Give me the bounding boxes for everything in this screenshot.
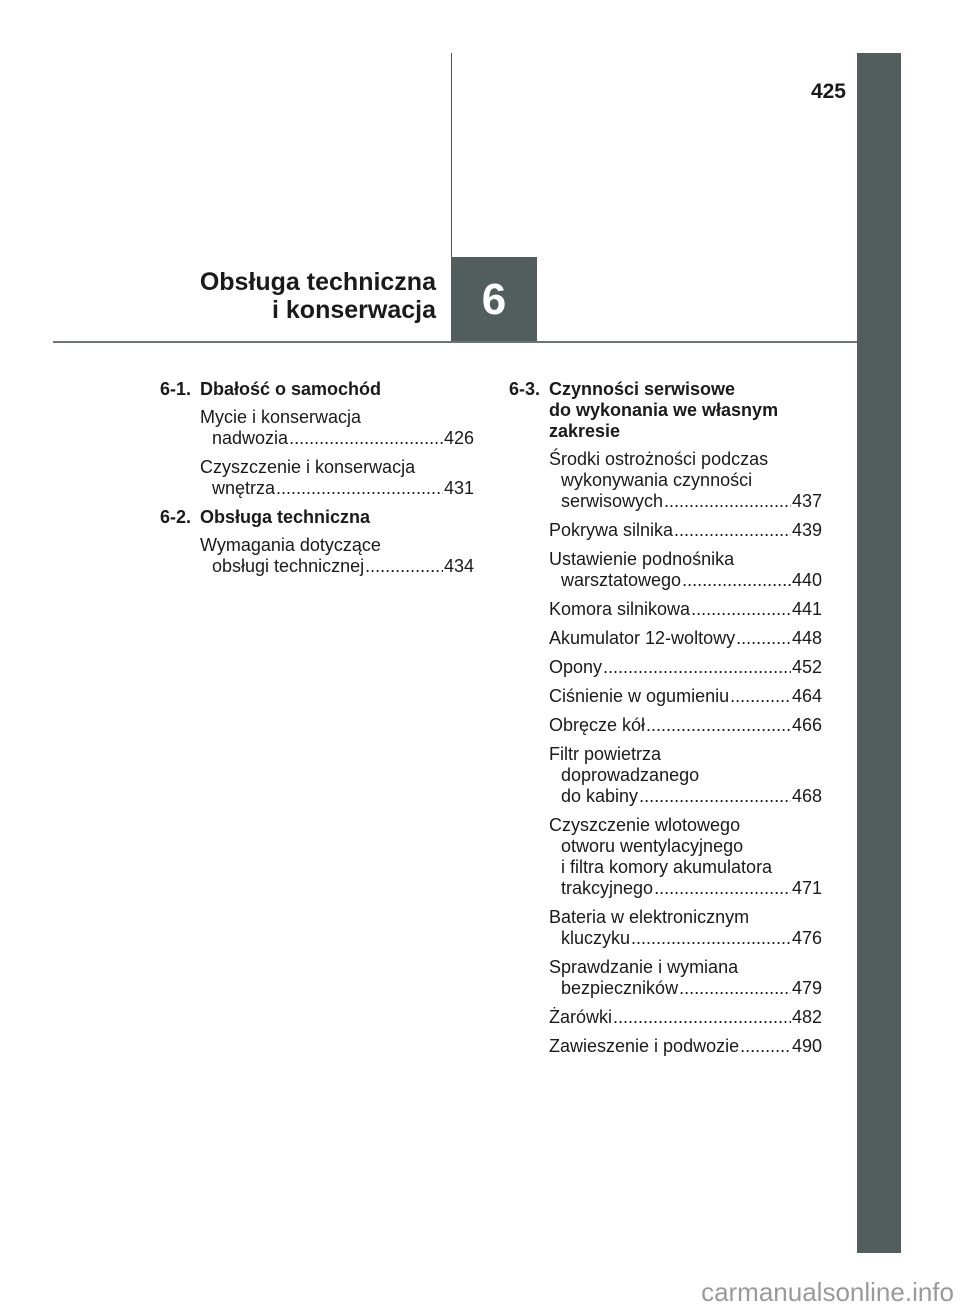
entry-page-number[interactable]: 479 [791,978,822,998]
section-title [200,379,381,400]
dot-leader [730,686,791,707]
dot-leader [736,628,791,649]
entry-title-line: Obręcze kół [549,715,646,735]
toc-entry[interactable] [549,1007,822,1028]
entry-title-line: i filtra komory akumulatora [561,857,773,877]
dot-leader [654,878,791,899]
dot-leader [679,978,791,999]
section-number: 6-2. [160,507,192,527]
entry-last-line [549,491,822,512]
toc-column-right [509,379,822,1065]
entry-last-line [549,1007,822,1028]
entry-last-line [549,878,822,899]
section-title-line: Obsługa techniczna [200,507,371,527]
entry-title-line: otworu wentylacyjnego [561,836,744,856]
entry-title-line: Ustawienie podnośnika [549,549,735,569]
entry-title-line: Ciśnienie w ogumieniu [549,686,730,706]
entry-page-number[interactable]: 440 [791,570,822,590]
toc-section-heading[interactable] [509,379,822,442]
dot-leader [639,786,791,807]
entry-page-number[interactable]: 464 [791,686,822,706]
entry-last-line [549,520,822,541]
toc-entry[interactable] [549,907,822,949]
entry-title-line: Zawieszenie i podwozie [549,1036,740,1056]
entry-last-line [549,786,822,807]
dot-leader [613,1007,791,1028]
dot-leader [691,599,791,620]
section-title-line: do wykonania we własnym [549,400,779,420]
toc-entry[interactable] [200,407,474,449]
entry-last-line [549,1036,822,1057]
section-number: 6-1. [160,379,192,399]
toc-entry[interactable] [549,449,822,512]
dot-leader [740,1036,791,1057]
entry-title-line: Czyszczenie wlotowego [549,815,741,835]
entry-page-number[interactable]: 434 [443,556,474,576]
entry-last-line [549,686,822,707]
entry-page-number[interactable]: 466 [791,715,822,735]
entry-title-line: warsztatowego [561,570,682,590]
toc-entry[interactable] [200,535,474,577]
entry-page-number[interactable]: 426 [443,428,474,448]
entry-title-line: Środki ostrożności podczas [549,449,769,469]
entry-title-line: Czyszczenie i konserwacja [200,457,416,477]
toc-entry[interactable] [549,628,822,649]
section-title-line: Dbałość o samochód [200,379,382,399]
section-title [200,507,370,528]
entry-page-number[interactable]: 441 [791,599,822,619]
chapter-title-line: Obsługa techniczna [199,268,436,296]
section-title [549,379,778,442]
entry-title-line: doprowadzanego [561,765,700,785]
entry-last-line [549,978,822,999]
entry-title-line: wykonywania czynności [561,470,753,490]
entry-title-line: kluczyku [561,928,631,948]
dot-leader [646,715,791,736]
entry-title-line: Bateria w elektronicznym [549,907,750,927]
dot-leader [631,928,791,949]
chapter-side-tab [857,53,901,1253]
toc-entry[interactable] [549,657,822,678]
toc-entry[interactable] [549,686,822,707]
entry-last-line [200,556,474,577]
dot-leader [289,428,443,449]
entry-last-line [549,570,822,591]
entry-page-number[interactable]: 490 [791,1036,822,1056]
dot-leader [603,657,791,678]
toc-entry[interactable] [549,520,822,541]
entry-last-line [549,657,822,678]
section-title-line: zakresie [549,421,621,441]
entry-page-number[interactable]: 452 [791,657,822,677]
entry-title-line: Opony [549,657,603,677]
entry-title-line: Komora silnikowa [549,599,691,619]
section-title-line: Czynności serwisowe [549,379,736,399]
entry-title-line: Żarówki [549,1007,613,1027]
entry-last-line [549,599,822,620]
toc-section-heading[interactable] [160,379,474,400]
dot-leader [365,556,443,577]
entry-title-line: serwisowych [561,491,664,511]
toc-column-left [160,379,474,585]
entry-last-line [200,428,474,449]
dot-leader [674,520,791,541]
toc-entry[interactable] [549,815,822,899]
toc-entry[interactable] [549,549,822,591]
entry-page-number[interactable]: 431 [443,478,474,498]
entry-last-line [549,928,822,949]
toc-entry[interactable] [549,957,822,999]
entry-title-line: wnętrza [212,478,276,498]
entry-title-line: Mycie i konserwacja [200,407,362,427]
entry-title-line: Akumulator 12-woltowy [549,628,736,648]
watermark: carmanualsonline.info [701,1277,954,1307]
dot-leader [682,570,791,591]
dot-leader [664,491,791,512]
entry-title-line: Wymagania dotyczące [200,535,381,555]
toc-entry[interactable] [549,1036,822,1057]
entry-title-line: Sprawdzanie i wymiana [549,957,739,977]
entry-page-number[interactable]: 439 [791,520,822,540]
toc-entry[interactable] [200,457,474,499]
entry-title-line: trakcyjnego [561,878,654,898]
entry-last-line [549,715,822,736]
toc-entry[interactable] [549,715,822,736]
toc-entry[interactable] [549,599,822,620]
toc-entry[interactable] [549,744,822,807]
dot-leader [276,478,443,499]
entry-last-line [200,478,474,499]
entry-title-line: bezpieczników [561,978,679,998]
entry-title-line: obsługi technicznej [212,556,365,576]
entry-page-number[interactable]: 448 [791,628,822,648]
header-divider-horizontal [53,341,857,343]
section-number: 6-3. [509,379,541,399]
entry-page-number[interactable]: 437 [791,491,822,511]
chapter-number-box: 6 [451,257,537,342]
entry-title-line: Filtr powietrza [549,744,662,764]
entry-title-line: do kabiny [561,786,639,806]
chapter-title-line: i konserwacja [272,296,436,324]
entry-page-number[interactable]: 471 [791,878,822,898]
toc-section-heading[interactable] [160,507,474,528]
entry-page-number[interactable]: 468 [791,786,822,806]
entry-title-line: nadwozia [212,428,289,448]
entry-page-number[interactable]: 476 [791,928,822,948]
entry-last-line [549,628,822,649]
entry-title-line: Pokrywa silnika [549,520,674,540]
entry-page-number[interactable]: 482 [791,1007,822,1027]
chapter-title [150,268,436,324]
header-divider-vertical [451,53,452,257]
page-number: 425 [810,80,846,103]
